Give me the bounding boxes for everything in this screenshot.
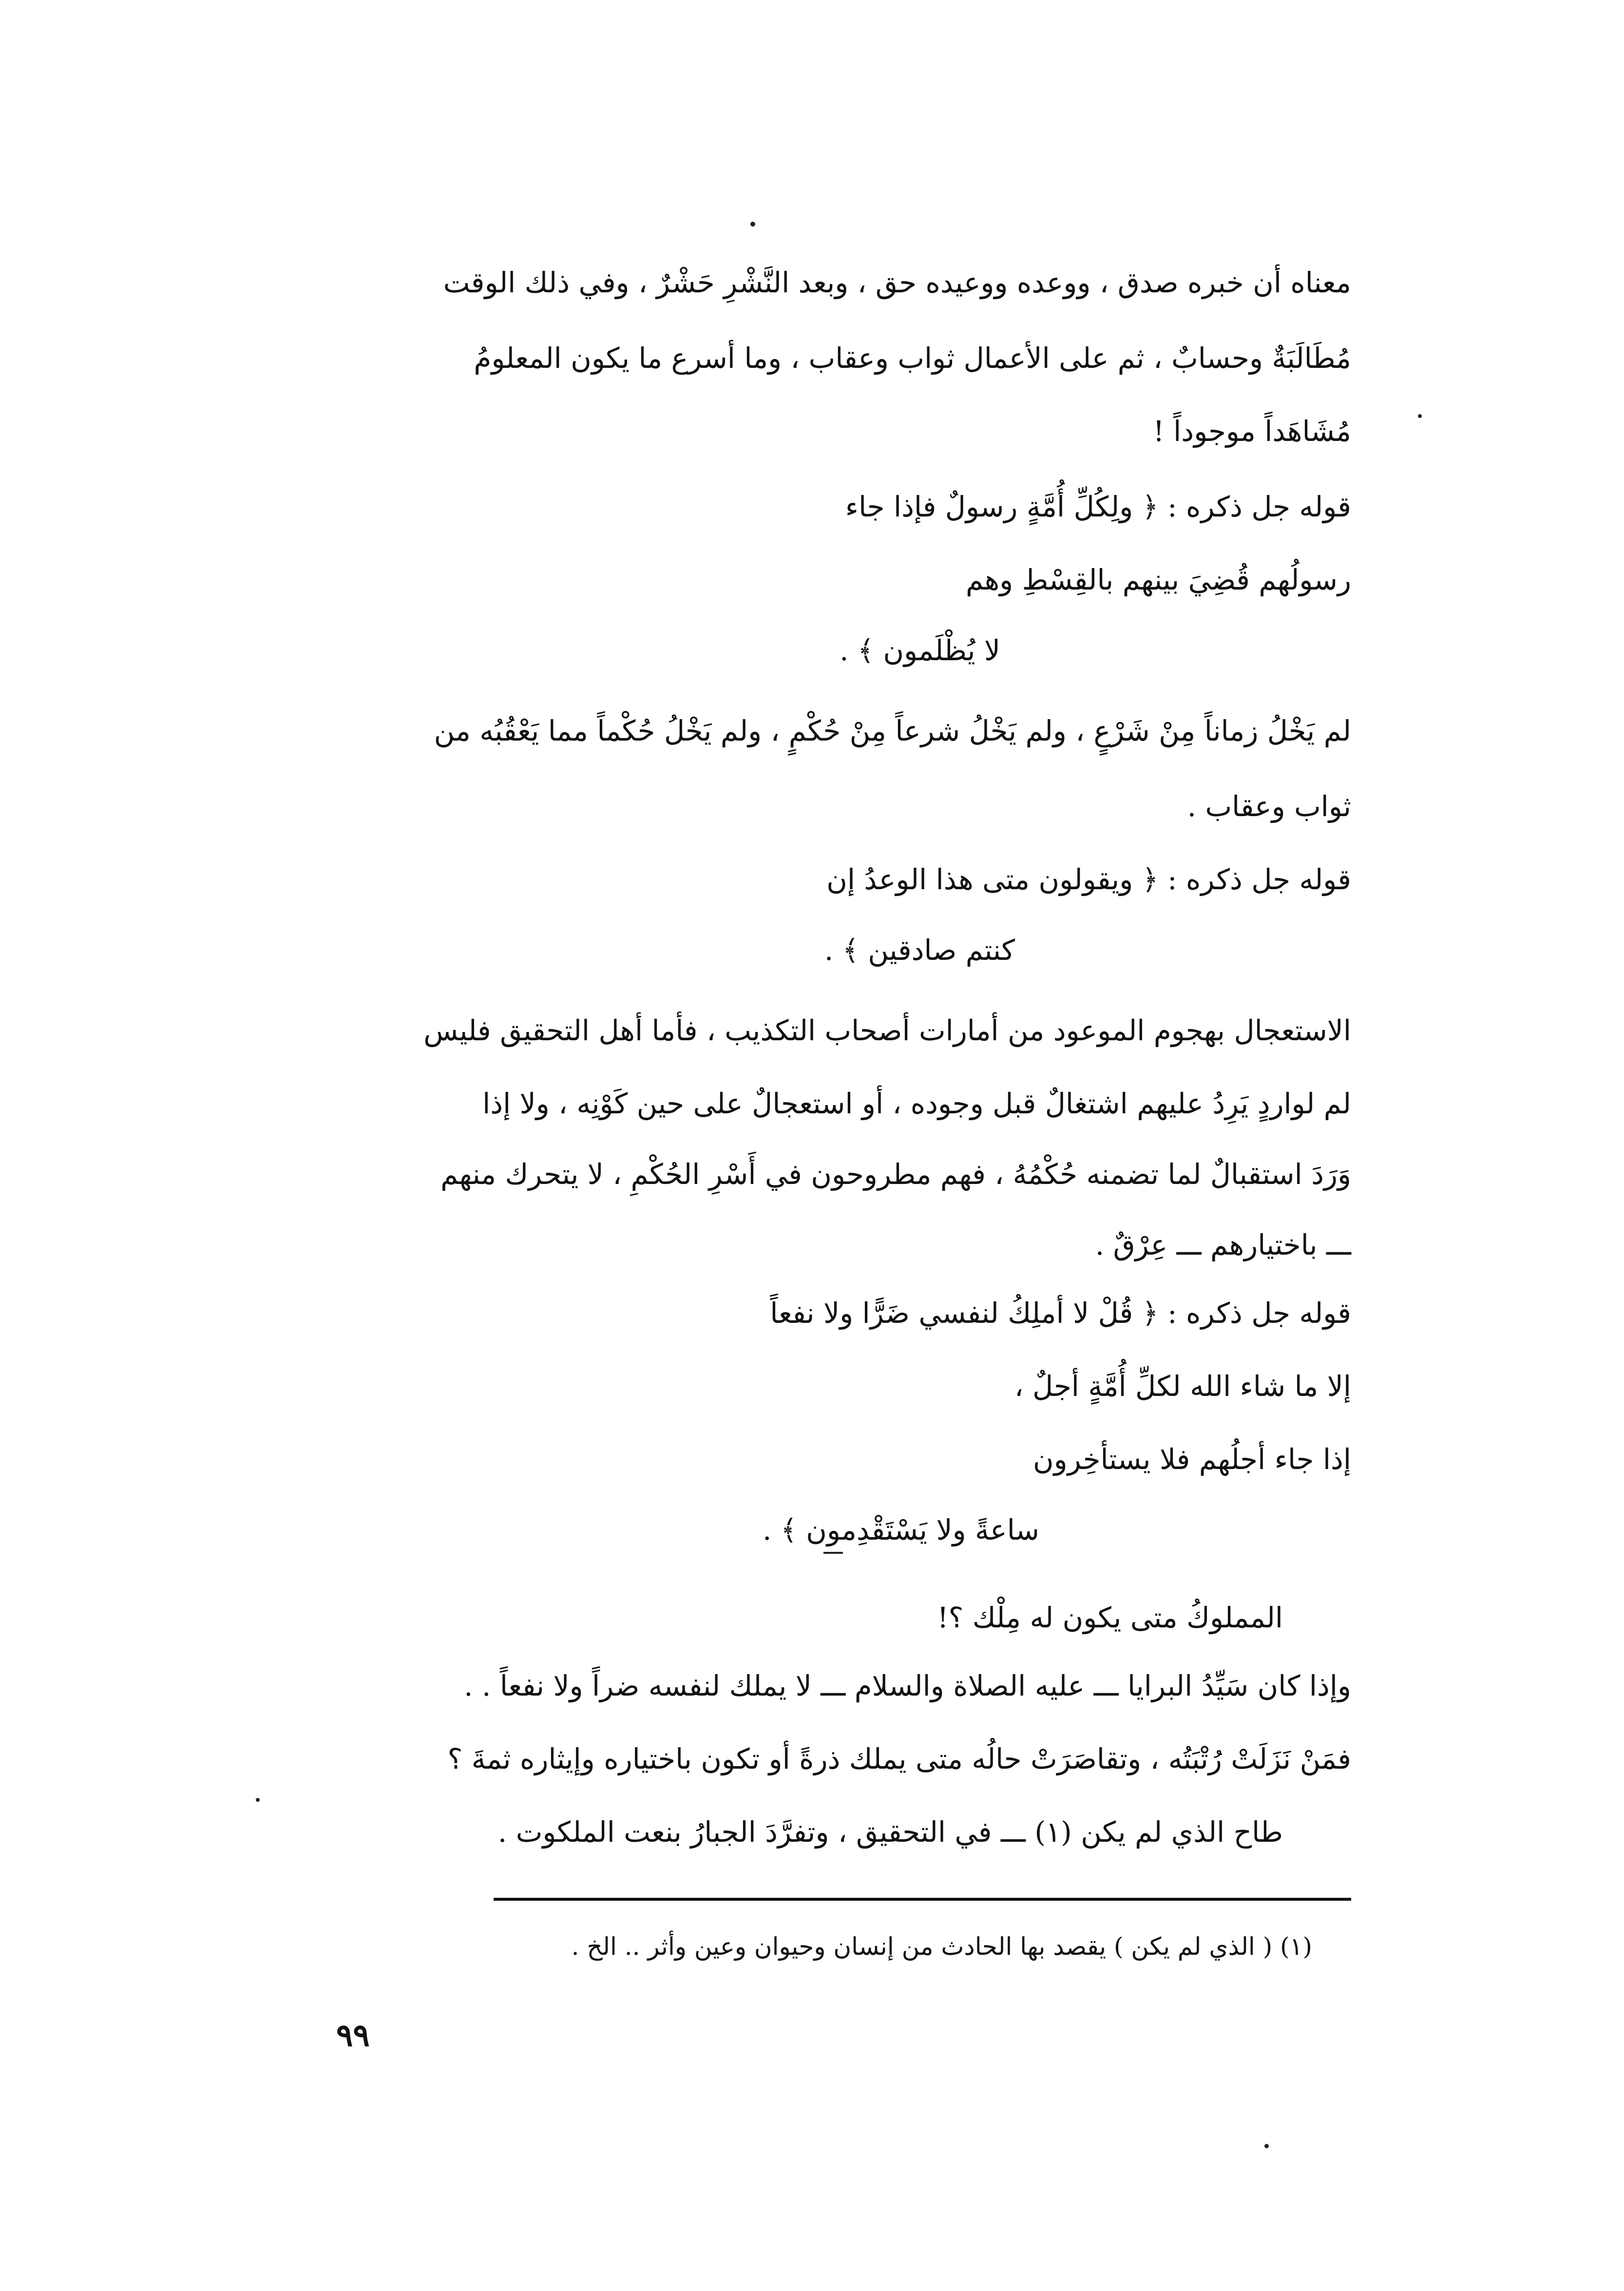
scan-speck <box>1264 2144 1269 2148</box>
text-line: طاح الذي لم يكن (١) ـــ في التحقيق ، وتفرَّدَ الجبارُ بنعت الملكوت . <box>497 1815 1283 1849</box>
scan-speck <box>1418 414 1422 418</box>
verse-line: إذا جاء أجلُهم فلا يستأخِرون <box>1033 1443 1351 1476</box>
page-number: ٩٩ <box>336 2017 370 2054</box>
text-line: لم لواردٍ يَرِدُ عليهم اشتغالٌ قبل وجوده ، أو استعجالٌ على حين كَوْنِه ، ولا إذا <box>482 1087 1351 1120</box>
text-line: وَرَدَ استقبالٌ لما تضمنه حُكْمُهُ ، فهم مطروحون في أَسْرِ الحُكْمِ ، لا يتحرك منهم <box>440 1158 1351 1191</box>
text-line: فمَنْ نَزَلَتْ رُتْبَتُه ، وتقاصَرَتْ حالُه متى يملك ذرةً أو تكون باختياره وإيثاره ثمةَ ؟ <box>447 1742 1351 1776</box>
verse-line: لا يُظْلَمون ﴾ . <box>840 634 1000 667</box>
text-line: ثواب وعقاب . <box>1187 790 1351 823</box>
verse-line: قوله جل ذكره : ﴿ قُلْ لا أملِكُ لنفسي ضَرًّا ولا نفعاً <box>770 1297 1351 1330</box>
footnote: (١) ( الذي لم يكن ) يقصد بها الحادث من إنسان وحيوان وعين وأثر .. الخ . <box>571 1932 1312 1961</box>
text-line: مُشَاهَداً موجوداً ! <box>1153 415 1351 448</box>
verse-line: كنتم صادقين ﴾ . <box>824 934 1015 967</box>
scan-speck <box>256 1798 260 1802</box>
verse-line: ساعةً ولا يَسْتَقْدِمون ﴾ . <box>762 1513 1039 1546</box>
verse-line: إلا ما شاء الله لكلِّ أُمَّةٍ أجلٌ ، <box>1014 1370 1351 1403</box>
text-line: لم يَخْلُ زماناً مِنْ شَرْعٍ ، ولم يَخْلُ شرعاً مِنْ حُكْمٍ ، ولم يَخْلُ حُكْماً مما يَعْقُبُه من <box>434 714 1351 747</box>
text-line: وإذا كان سَيِّدُ البرايا ـــ عليه الصلاة والسلام ـــ لا يملك لنفسه ضراً ولا نفعاً . . <box>464 1669 1351 1702</box>
verse-line: رسولُهم قُضِيَ بينهم بالقِسْطِ وهم <box>966 563 1351 596</box>
text-line: معناه أن خبره صدق ، ووعده ووعيده حق ، وبعد النَّشْرِ حَشْرٌ ، وفي ذلك الوقت <box>443 266 1351 299</box>
text-line: ـــ باختيارهم ـــ عِرْقٌ . <box>1095 1228 1351 1261</box>
footnote-divider <box>494 1898 1351 1901</box>
verse-line: قوله جل ذكره : ﴿ ولِكُلِّ أُمَّةٍ رسولٌ فإذا جاء <box>845 490 1351 523</box>
scan-speck <box>823 1552 843 1554</box>
scan-speck <box>750 222 755 227</box>
verse-line: قوله جل ذكره : ﴿ ويقولون متى هذا الوعدُ إن <box>826 863 1351 896</box>
text-line: مُطَالَبَةٌ وحسابٌ ، ثم على الأعمال ثواب وعقاب ، وما أسرع ما يكون المعلومُ <box>474 342 1351 375</box>
text-line: الاستعجال بهجوم الموعود من أمارات أصحاب التكذيب ، فأما أهل التحقيق فليس <box>423 1014 1351 1047</box>
text-line: المملوكُ متى يكون له مِلْك ؟! <box>937 1601 1283 1634</box>
